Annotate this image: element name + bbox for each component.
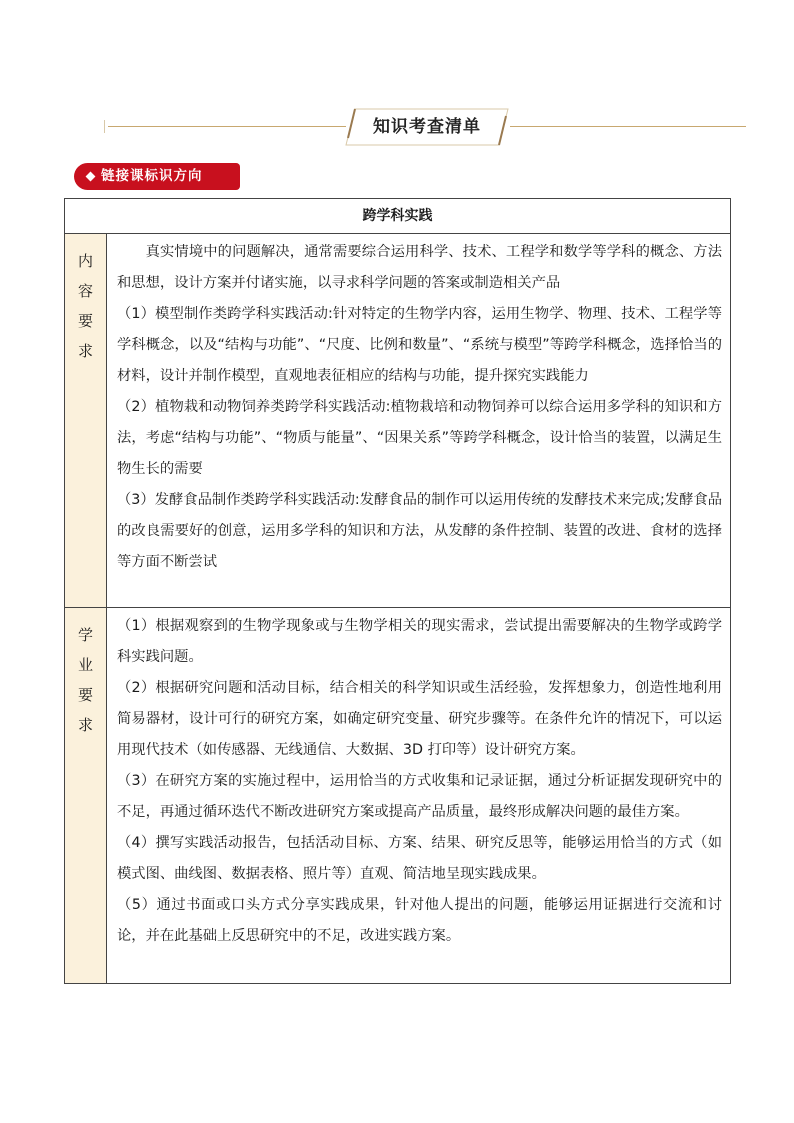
paragraph: （1）根据观察到的生物学现象或与生物学相关的现实需求，尝试提出需要解决的生物学或跨学科实践问题。 xyxy=(117,618,722,665)
paragraph: （5）通过书面或口头方式分享实践成果，针对他人提出的问题，能够运用证据进行交流和讨论，并在此基础上反思研究中的不足，改进实践方案。 xyxy=(117,897,722,944)
row-label-academic-requirements xyxy=(65,608,107,983)
row-label-char: 业 xyxy=(77,656,93,674)
row-label-char: 要 xyxy=(77,312,93,330)
curriculum-table xyxy=(64,198,731,984)
header-rule-right xyxy=(510,126,746,127)
row-label-char: 求 xyxy=(77,716,93,734)
page-title: 知识考查清单 xyxy=(373,117,481,137)
paragraph: （3）在研究方案的实施过程中，运用恰当的方式收集和记录证据，通过分析证据发现研究中的不足，再通过循环迭代不断改进研究方案或提高产品质量，最终形成解决问题的最佳方案。 xyxy=(117,773,722,820)
row-label-char: 学 xyxy=(77,626,93,644)
row-label-char: 求 xyxy=(77,342,93,360)
diamond-icon xyxy=(86,172,96,182)
header-rule-left xyxy=(108,126,346,127)
paragraph: （2）根据研究问题和活动目标，结合相关的科学知识或生活经验，发挥想象力，创造性地利用简易器材，设计可行的研究方案，如确定研究变量、研究步骤等。在条件允许的情况下，可以运用现代技术（如传感器、无线通信、大数据、3D 打印等）设计研究方案。 xyxy=(117,680,722,758)
table-row-content-requirements xyxy=(65,233,730,607)
table-title: 跨学科实践 xyxy=(362,208,433,224)
row-content xyxy=(107,608,730,983)
row-label-char: 要 xyxy=(77,686,93,704)
paragraph: （4）撰写实践活动报告，包括活动目标、方案、结果、研究反思等，能够运用恰当的方式（如模式图、曲线图、数据表格、照片等）直观、简洁地呈现实践成果。 xyxy=(117,835,722,882)
paragraph: （2）植物栽和动物饲养类跨学科实践活动:植物栽培和动物饲养可以综合运用多学科的知识和方法，考虑“结构与功能”、“物质与能量”、“因果关系”等跨学科概念，设计恰当的装置，以满足生物生长的需要 xyxy=(117,399,722,477)
row-content xyxy=(107,234,730,607)
row-label-content-requirements xyxy=(65,234,107,607)
paragraph: （3）发酵食品制作类跨学科实践活动:发酵食品的制作可以运用传统的发酵技术来完成;发酵食品的改良需要好的创意，运用多学科的知识和方法，从发酵的条件控制、装置的改进、食材的选择等方面不断尝试 xyxy=(117,492,722,570)
row-label-char: 容 xyxy=(77,282,93,300)
section-badge xyxy=(74,163,240,190)
header-title-box xyxy=(345,108,509,146)
paragraph: （1）模型制作类跨学科实践活动:针对特定的生物学内容，运用生物学、物理、技术、工程学等学科概念，以及“结构与功能”、“尺度、比例和数量”、“系统与模型”等跨学科概念，选择恰当的材料，设计并制作模型，直观地表征相应的结构与功能，提升探究实践能力 xyxy=(117,306,722,384)
paragraph: 真实情境中的问题解决，通常需要综合运用科学、技术、工程学和数学等学科的概念、方法和思想，设计方案并付诸实施，以寻求科学问题的答案或制造相关产品 xyxy=(117,244,722,291)
row-label-char: 内 xyxy=(77,252,93,270)
section-badge-label: 链接课标识方向 xyxy=(101,168,203,184)
table-row-academic-requirements xyxy=(65,607,730,983)
header-decor-tick xyxy=(104,120,105,133)
table-title-row xyxy=(65,199,730,233)
